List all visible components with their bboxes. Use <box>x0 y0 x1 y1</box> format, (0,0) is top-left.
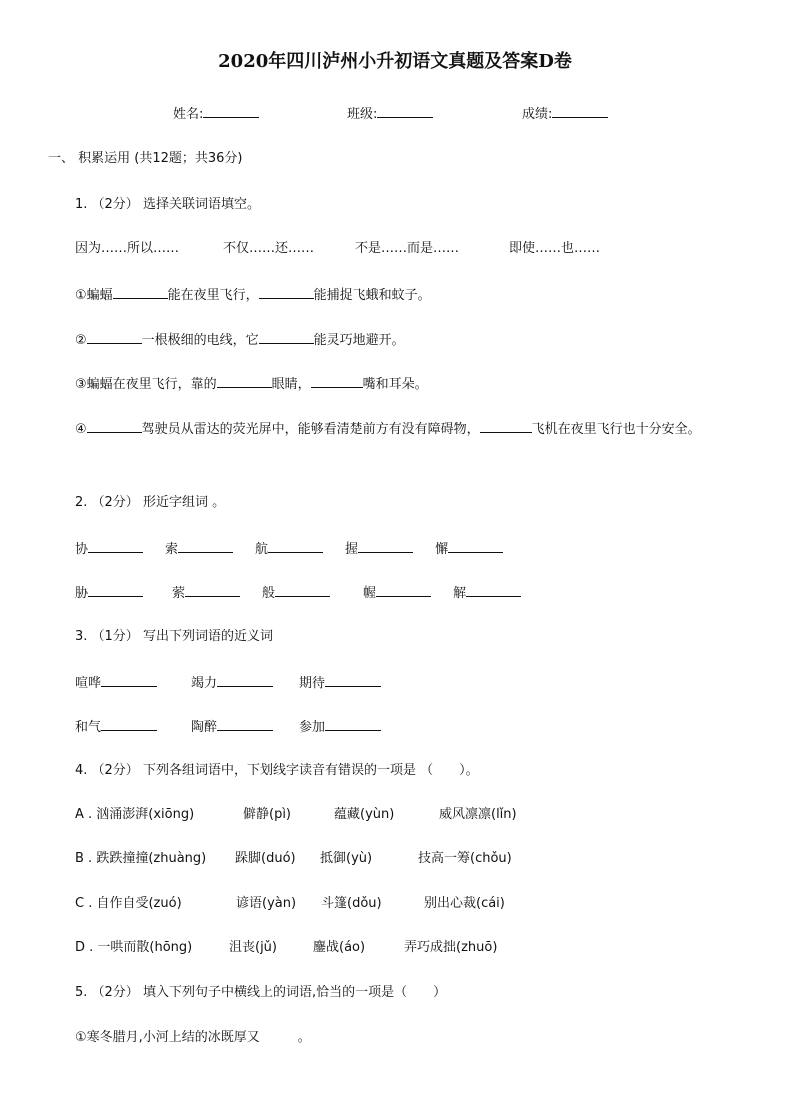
q4-word: 僻静(pì) <box>243 807 292 822</box>
answer-blank[interactable] <box>88 583 143 597</box>
page-title: 2020年四川泸州小升初语文真题及答案D卷 <box>218 51 572 72</box>
answer-blank[interactable] <box>87 419 142 433</box>
q4-option-d[interactable]: D . 一哄而散(hōng) <box>75 940 193 955</box>
char: 索 <box>165 542 179 557</box>
char: 胁 <box>75 586 89 601</box>
question-3-stem: 3. （1分） 写出下列词语的近义词 <box>75 629 273 644</box>
q4-word: 鏖战(áo) <box>313 940 366 955</box>
answer-blank[interactable] <box>325 673 381 687</box>
char: 解 <box>453 586 467 601</box>
text: 能灵巧地避开。 <box>313 333 405 348</box>
word: 和气 <box>75 720 102 735</box>
q1-option: 因为……所以…… <box>75 241 180 256</box>
q4-word: 沮丧(jǔ) <box>229 940 277 955</box>
name-blank[interactable] <box>203 104 259 118</box>
q4-word: 抵御(yù) <box>320 851 373 866</box>
question-2-stem: 2. （2分） 形近字组词 。 <box>75 495 226 510</box>
char: 航 <box>255 542 269 557</box>
q2-row-1 <box>75 539 503 559</box>
q4-word: 别出心裁(cái) <box>424 896 505 911</box>
class-field <box>347 104 433 124</box>
text: 嘴和耳朵。 <box>362 377 428 392</box>
q5-sentence-1 <box>75 1029 311 1047</box>
class-label: 班级: <box>347 107 378 122</box>
answer-blank[interactable] <box>101 673 157 687</box>
name-field <box>173 104 259 124</box>
text: 。 <box>297 1030 311 1045</box>
char: 般 <box>262 586 276 601</box>
answer-blank[interactable] <box>376 583 431 597</box>
answer-blank[interactable] <box>466 583 521 597</box>
text: ④ <box>75 422 87 437</box>
text: 一根极细的电线，它 <box>141 333 259 348</box>
q1-sentence-4 <box>75 419 701 439</box>
text: ①蝙蝠 <box>75 288 113 303</box>
answer-blank[interactable] <box>275 583 330 597</box>
q1-option: 即使……也…… <box>509 241 601 256</box>
score-blank[interactable] <box>552 104 608 118</box>
word: 竭力 <box>191 676 218 691</box>
word: 陶醉 <box>191 720 218 735</box>
text: ② <box>75 333 87 348</box>
answer-blank[interactable] <box>217 673 273 687</box>
text: 能捕捉飞蛾和蚊子。 <box>313 288 431 303</box>
answer-blank[interactable] <box>259 285 314 299</box>
text: 眼睛， <box>271 377 311 392</box>
answer-blank[interactable] <box>217 717 273 731</box>
answer-blank[interactable] <box>217 374 272 388</box>
question-1-stem: 1. （2分） 选择关联词语填空。 <box>75 197 260 212</box>
answer-blank[interactable] <box>87 330 142 344</box>
score-field <box>522 104 608 124</box>
q3-row-1 <box>75 673 381 693</box>
answer-blank[interactable] <box>311 374 363 388</box>
char: 幄 <box>363 586 377 601</box>
answer-blank[interactable] <box>480 419 532 433</box>
answer-blank[interactable] <box>325 717 381 731</box>
class-blank[interactable] <box>377 104 433 118</box>
question-4-stem: 4. （2分） 下列各组词语中，下划线字读音有错误的一项是 （ ）。 <box>75 763 479 778</box>
answer-blank[interactable] <box>101 717 157 731</box>
text: 驾驶员从雷达的荧光屏中，能够看清楚前方有没有障碍物， <box>141 422 480 437</box>
q1-sentence-3 <box>75 374 428 394</box>
word: 参加 <box>299 720 326 735</box>
q2-row-2 <box>75 583 521 603</box>
q4-option-c[interactable]: C . 自作自受(zuó) <box>75 896 182 911</box>
q1-sentence-2 <box>75 330 405 350</box>
q1-option: 不仅……还…… <box>223 241 315 256</box>
answer-blank[interactable] <box>268 539 323 553</box>
q4-word: 威风凛凛(lǐn) <box>439 807 517 822</box>
answer-blank[interactable] <box>113 285 168 299</box>
word: 期待 <box>299 676 326 691</box>
q4-word: 技高一筹(chǒu) <box>418 851 512 866</box>
answer-blank[interactable] <box>358 539 413 553</box>
text: 能在夜里飞行， <box>167 288 259 303</box>
text: 飞机在夜里飞行也十分安全。 <box>531 422 701 437</box>
char: 握 <box>345 542 359 557</box>
q1-sentence-1 <box>75 285 431 305</box>
answer-blank[interactable] <box>448 539 503 553</box>
char: 协 <box>75 542 89 557</box>
q4-option-a[interactable]: A . 汹涌澎湃(xiōng) <box>75 807 195 822</box>
text: ③蝙蝠在夜里飞行，靠的 <box>75 377 217 392</box>
score-label: 成绩: <box>522 107 553 122</box>
answer-blank[interactable] <box>178 539 233 553</box>
text: ①寒冬腊月,小河上结的冰既厚又 <box>75 1030 260 1045</box>
answer-blank[interactable] <box>259 330 314 344</box>
answer-blank[interactable] <box>88 539 143 553</box>
q4-word: 弄巧成拙(zhuō) <box>404 940 498 955</box>
char: 懈 <box>435 542 449 557</box>
q4-word: 斗篷(dǒu) <box>321 896 382 911</box>
name-label: 姓名: <box>173 107 204 122</box>
answer-blank[interactable] <box>185 583 240 597</box>
q1-option: 不是……而是…… <box>355 241 460 256</box>
q4-word: 蕴藏(yùn) <box>334 807 395 822</box>
q4-word: 谚语(yàn) <box>236 896 297 911</box>
q3-row-2 <box>75 717 381 737</box>
question-5-stem: 5. （2分） 填入下列句子中横线上的词语,恰当的一项是（ ） <box>75 985 447 1000</box>
char: 萦 <box>172 586 186 601</box>
section-heading: 一、 积累运用 (共12题；共36分) <box>48 151 243 166</box>
word: 喧哗 <box>75 676 102 691</box>
q4-word: 跺脚(duó) <box>235 851 296 866</box>
q4-option-b[interactable]: B . 跌跌撞撞(zhuàng) <box>75 851 207 866</box>
